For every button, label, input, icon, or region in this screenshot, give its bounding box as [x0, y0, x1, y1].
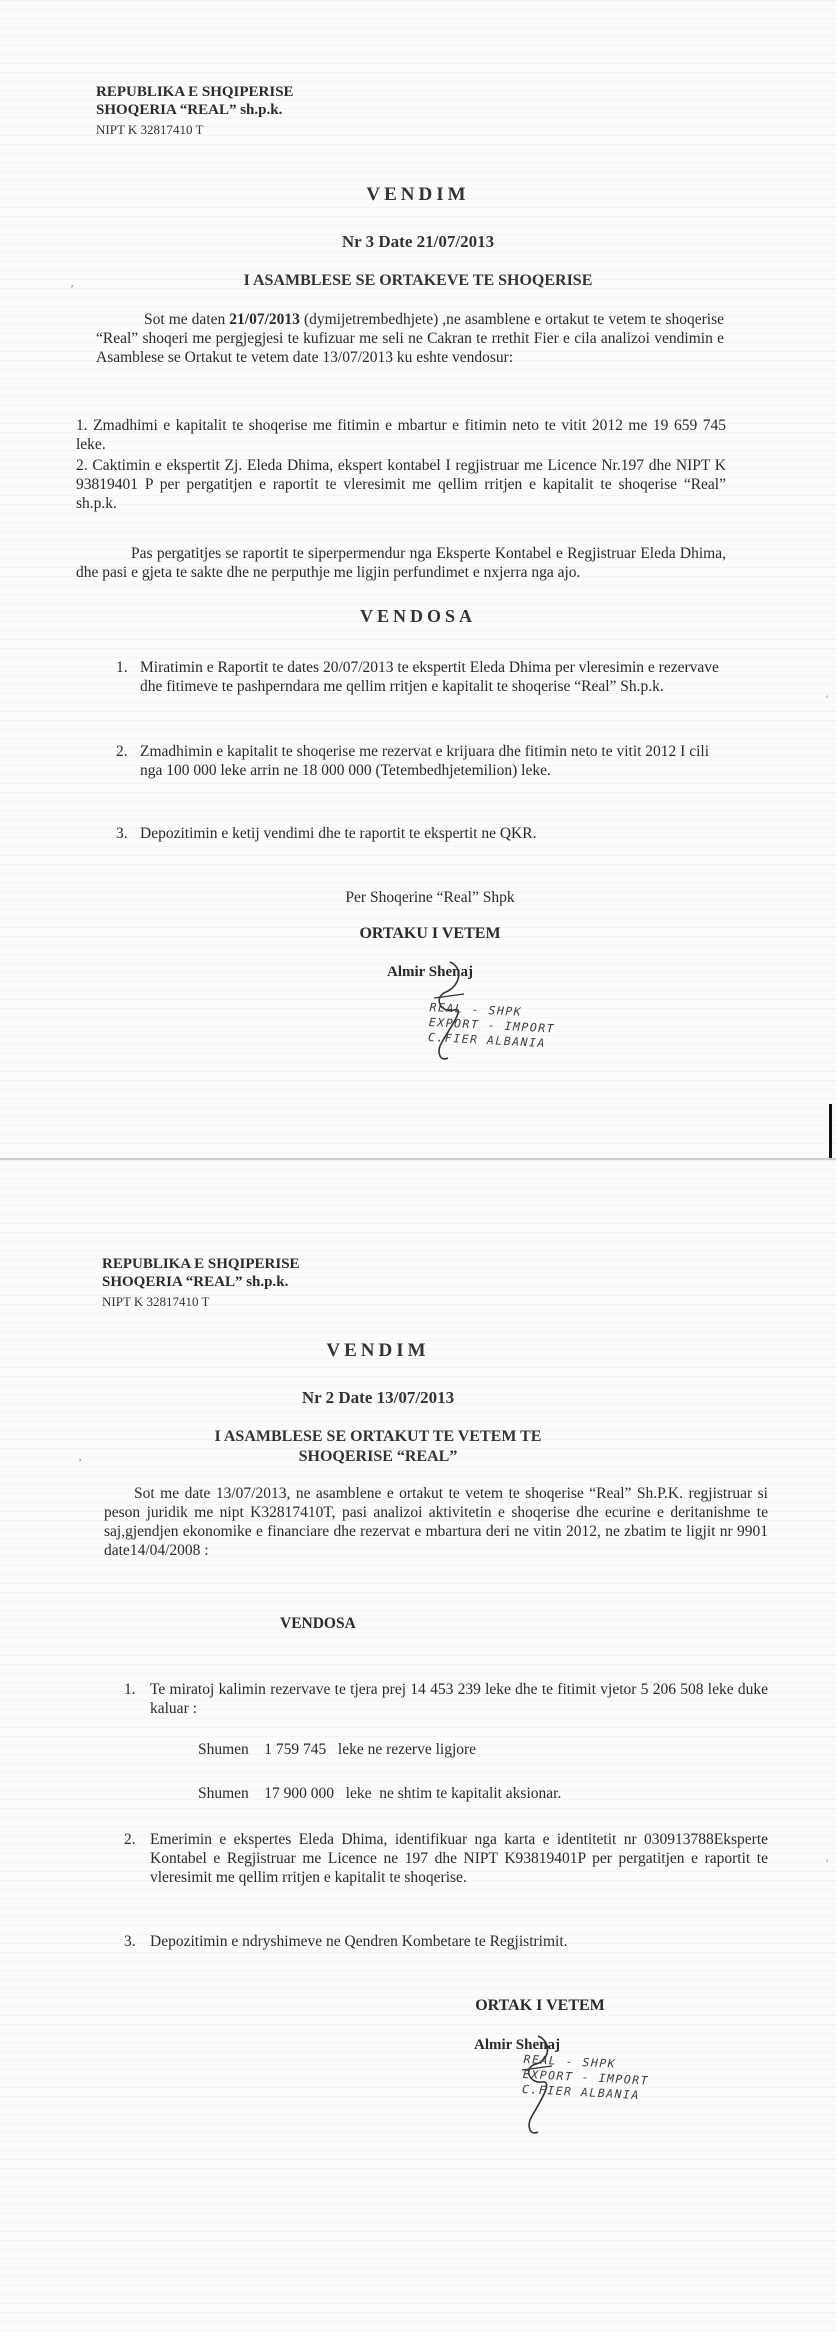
assembly-subtitle: I ASAMBLESE SE ORTAKEVE TE SHOQERISE — [243, 272, 593, 289]
assembly-subtitle-line-2: SHOQERISE “REAL” — [298, 1448, 458, 1465]
stamp-line-2: EXPORT - IMPORT — [428, 1014, 556, 1036]
decision-number-date: Nr 2 Date 13/07/2013 — [301, 1388, 455, 1407]
company-nipt: NIPT K 32817410 T — [96, 122, 204, 137]
decision-item-1: Miratimin e Raportit te dates 20/07/2013 te ekspertit Eleda Dhima per vleresimin e rezervave dhe fitimeve te pashperndara me qellim rritjen e kapitalit te shoqerise “Real” Sh.p.k. — [140, 659, 719, 695]
company-nipt: NIPT K 32817410 T — [102, 1294, 210, 1309]
decision-number: 1. — [116, 659, 128, 676]
republic-header: REPUBLIKA E SHQIPERISE — [102, 1256, 300, 1272]
document-page-1 — [0, 0, 836, 1160]
company-header: SHOQERIA “REAL” sh.p.k. — [102, 1274, 289, 1290]
stamp-line-2: EXPORT - IMPORT — [522, 2066, 650, 2088]
finding-item-1: 1. Zmadhimi e kapitalit te shoqerise me fitimin e mbartur e fitimin neto te vitit 2012 me 19 659 745 leke. — [76, 417, 726, 453]
scan-mark: ' — [826, 1856, 829, 1870]
signer-name: Almir Shenaj — [474, 2037, 560, 2053]
vendosa-heading: VENDOSA — [359, 606, 476, 626]
document-page-2 — [0, 1160, 836, 2332]
decision-item-2: Zmadhimin e kapitalit te shoqerise me rezervat e krijuara dhe fitimin neto te vitit 2012 I cili nga 100 000 leke arrin ne 18 000 000 (Tetembedhjetemilion) leke. — [140, 743, 710, 779]
decision-number: 3. — [116, 825, 128, 842]
republic-header: REPUBLIKA E SHQIPERISE — [96, 84, 294, 100]
company-stamp — [522, 2052, 651, 2104]
company-stamp — [428, 1000, 557, 1052]
scan-mark: ' — [826, 692, 829, 706]
intro-pre: Sot me daten — [144, 311, 230, 328]
decision-number-date: Nr 3 Date 21/07/2013 — [341, 232, 495, 251]
scan-mark: ʼ — [70, 282, 74, 296]
decision-number: 2. — [116, 743, 128, 760]
stamp-line-1: REAL - SHPK — [429, 1000, 523, 1019]
intro-paragraph — [96, 310, 724, 367]
finding-item-2: 2. Caktimin e ekspertit Zj. Eleda Dhima, ekspert kontabel I regjistruar me Licence Nr.197 dhe NIPT K 93819401 P per pergatitjen e raportit te vleresimit me qellim rritjen e kapitalit te shoqerise “Real” sh.p.k. — [76, 457, 726, 512]
vendosa-heading: VENDOSA — [280, 1615, 356, 1632]
stamp-line-3: C.FIER ALBANIA — [521, 2081, 641, 2103]
decision-item-2: Emerimin e ekspertes Eleda Dhima, identifikuar nga karta e identitetit nr 030913788Eksperte Kontabel e Regjistruar me Licence ne 197 dhe NIPT K93819401P per pergatitjen e raportit te vleresimit me qellim rritjen e kapitalit te shoqerise. — [150, 1831, 768, 1886]
scan-mark: ʼ — [78, 1456, 82, 1470]
intro-paragraph: Sot me date 13/07/2013, ne asamblene e ortakut te vetem te shoqerise “Real” Sh.P.K. regjistruar si peson juridik me nipt K32817410T, pasi analizoi aktivitetin e shoqerise dhe ecurine e deritanishme te saj,gjendjen ekonomike e financiare dhe rezervat e mbartura deri ne vitin 2012, ne zbatim te ligjit nr 9901 date14/04/2008 : — [104, 1485, 768, 1559]
stamp-line-3: C.FIER ALBANIA — [427, 1029, 547, 1051]
intro-date: 21/07/2013 — [229, 311, 300, 328]
decision-title: VENDIM — [366, 184, 470, 205]
capital-increase-line: Shumen 17 900 000 leke ne shtim te kapitalit aksionar. — [198, 1785, 562, 1802]
decision-number: 3. — [124, 1933, 136, 1950]
decision-number: 1. — [124, 1681, 136, 1698]
decision-title: VENDIM — [326, 1340, 430, 1361]
signer-name: Almir Shenaj — [387, 964, 473, 980]
for-company-line: Per Shoqerine “Real” Shpk — [345, 889, 515, 906]
intro-post: (dymijetrembedhjete) ,ne asamblene e ortakut te vetem te shoqerise “Real” shoqeri me pergjegjesi te kufizuar me seli ne Cakran te rrethit Fier e cila analizoi vendimin e Asamblese se Ortakut te vetem date 13/07/2013 ku eshte vendosur: — [96, 311, 725, 366]
decision-item-1: Te miratoj kalimin rezervave te tjera prej 14 453 239 leke dhe te fitimit vjetor 5 206 508 leke duke kaluar : — [150, 1681, 768, 1717]
stamp-line-1: REAL - SHPK — [523, 2052, 617, 2071]
decision-item-3: Depozitimin e ndryshimeve ne Qendren Kombetare te Regjistrimit. — [150, 1933, 568, 1950]
company-header: SHOQERIA “REAL” sh.p.k. — [96, 102, 283, 118]
assembly-subtitle-line-1: I ASAMBLESE SE ORTAKUT TE VETEM TE — [214, 1428, 542, 1445]
report-paragraph: Pas pergatitjes se raportit te siperpermendur nga Eksperte Kontabel e Regjistruar Eleda Dhima, dhe pasi e gjeta te sakte dhe ne perputhje me ligjin perfundimet e nxjerra nga ajo. — [76, 545, 726, 581]
decision-number: 2. — [124, 1831, 136, 1848]
signer-role: ORTAK I VETEM — [475, 1997, 605, 2014]
decision-item-3: Depozitimin e ketij vendimi dhe te raportit te ekspertit ne QKR. — [140, 825, 537, 842]
legal-reserve-line: Shumen 1 759 745 leke ne rezerve ligjore — [198, 1741, 477, 1758]
scan-edge-mark — [829, 1104, 832, 1160]
signer-role: ORTAKU I VETEM — [359, 925, 501, 942]
